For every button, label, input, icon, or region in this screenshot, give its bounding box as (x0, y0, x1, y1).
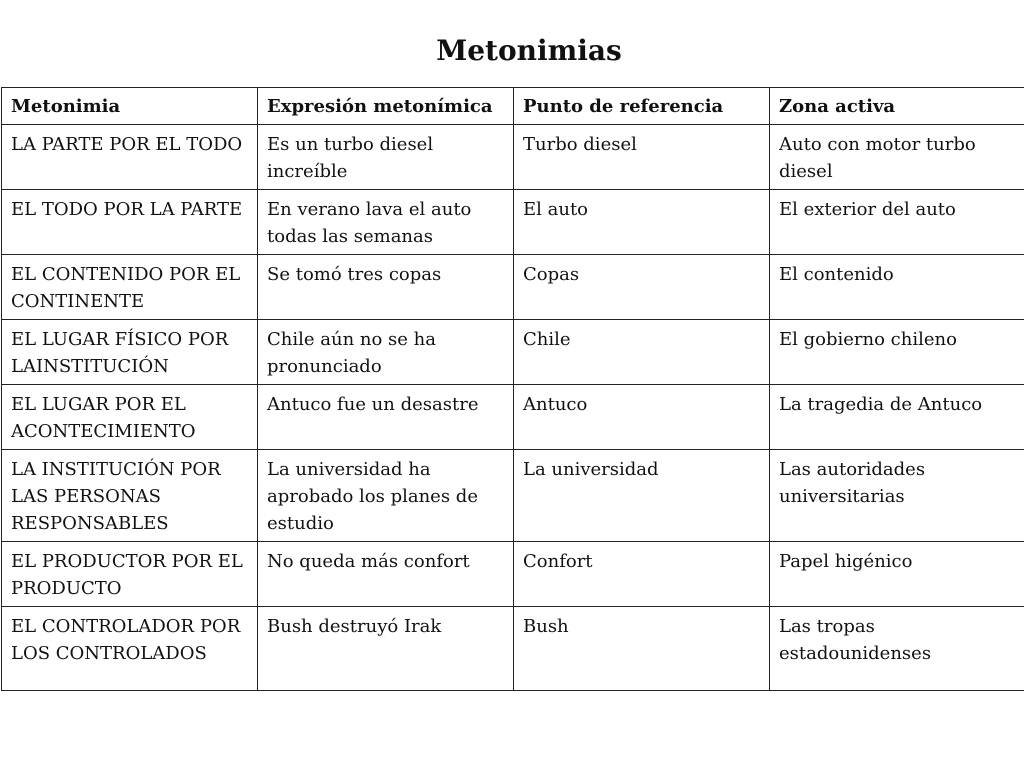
cell-punto-referencia: Confort (514, 542, 770, 607)
cell-punto-referencia: Antuco (514, 385, 770, 450)
cell-zona-activa: El exterior del auto (770, 190, 1024, 255)
cell-zona-activa: Las autoridades universitarias (770, 450, 1024, 542)
table-row (2, 450, 1024, 542)
cell-zona-activa: Las tropas estadounidenses (770, 607, 1024, 691)
table-row (2, 125, 1024, 190)
table-row (2, 255, 1024, 320)
cell-metonimia: EL LUGAR FÍSICO POR LAINSTITUCIÓN (2, 320, 258, 385)
cell-punto-referencia: La universidad (514, 450, 770, 542)
cell-punto-referencia: El auto (514, 190, 770, 255)
cell-zona-activa: El gobierno chileno (770, 320, 1024, 385)
cell-expresion: Se tomó tres copas (258, 255, 514, 320)
metonimias-table (1, 87, 1024, 691)
table-row (2, 542, 1024, 607)
cell-zona-activa: Auto con motor turbo diesel (770, 125, 1024, 190)
cell-expresion: En verano lava el auto todas las semanas (258, 190, 514, 255)
cell-zona-activa: El contenido (770, 255, 1024, 320)
table-header-row (2, 88, 1024, 125)
cell-punto-referencia: Copas (514, 255, 770, 320)
cell-zona-activa: Papel higénico (770, 542, 1024, 607)
cell-metonimia: EL LUGAR POR EL ACONTECIMIENTO (2, 385, 258, 450)
cell-punto-referencia: Bush (514, 607, 770, 691)
cell-punto-referencia: Turbo diesel (514, 125, 770, 190)
header-zona-activa: Zona activa (770, 88, 1024, 125)
header-punto-de-referencia: Punto de referencia (514, 88, 770, 125)
table-row (2, 190, 1024, 255)
cell-expresion: Antuco fue un desastre (258, 385, 514, 450)
cell-expresion: La universidad ha aprobado los planes de estudio (258, 450, 514, 542)
table-row (2, 607, 1024, 691)
cell-punto-referencia: Chile (514, 320, 770, 385)
cell-metonimia: LA PARTE POR EL TODO (2, 125, 258, 190)
cell-metonimia: LA INSTITUCIÓN POR LAS PERSONAS RESPONSABLES (2, 450, 258, 542)
cell-metonimia: EL PRODUCTOR POR EL PRODUCTO (2, 542, 258, 607)
cell-metonimia: EL CONTROLADOR POR LOS CONTROLADOS (2, 607, 258, 691)
table-row (2, 385, 1024, 450)
cell-metonimia: EL CONTENIDO POR EL CONTINENTE (2, 255, 258, 320)
table-row (2, 320, 1024, 385)
header-metonimia: Metonimia (2, 88, 258, 125)
cell-zona-activa: La tragedia de Antuco (770, 385, 1024, 450)
header-expresion-metonimica: Expresión metonímica (258, 88, 514, 125)
cell-expresion: Bush destruyó Irak (258, 607, 514, 691)
page-title: Metonimias (436, 34, 622, 67)
cell-expresion: Es un turbo diesel increíble (258, 125, 514, 190)
cell-expresion: Chile aún no se ha pronunciado (258, 320, 514, 385)
cell-metonimia: EL TODO POR LA PARTE (2, 190, 258, 255)
cell-expresion: No queda más confort (258, 542, 514, 607)
